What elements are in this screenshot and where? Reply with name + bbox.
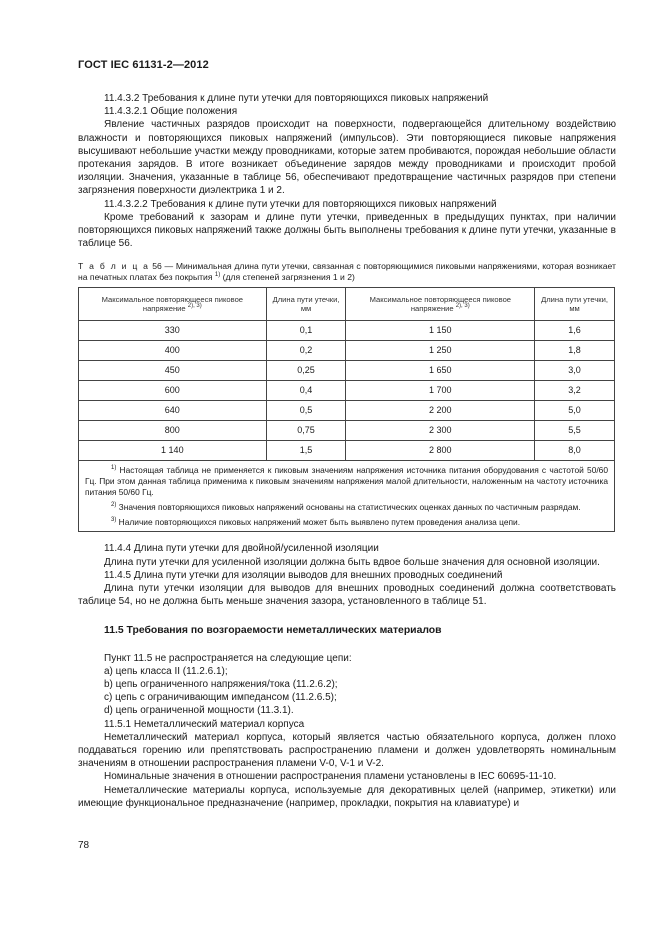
column-header-length: Длина пути утечки, мм [535, 288, 615, 321]
table-note: $^{1)}$ Настоящая таблица не применяется к пиковым значениям напряжения источника питания оборудования с частотой 50/60 Гц. При этом данная таблица применима к пиковым значениям напряжения малой длительности, наложенным на частоту источника питания 50/60 Гц. [85, 465, 608, 498]
page-number: 78 [78, 840, 90, 851]
table-notes-row [79, 461, 615, 532]
table-caption [78, 261, 616, 283]
list-item: b) цепь ограниченного напряжения/тока (11.2.6.2); [104, 679, 338, 691]
table-row [79, 341, 615, 361]
table-caption-tail: (для степеней загрязнения 1 и 2) [220, 272, 355, 283]
table-row [79, 381, 615, 401]
table-cell: 8,0 [535, 441, 615, 461]
paragraph: 11.4.3.2 Требования к длине пути утечки для повторяющихся пиковых напряжений [104, 93, 489, 104]
column-header-voltage: Максимальное повторяющееся пиковое напряжение $^{2), 3)}$ [79, 288, 267, 321]
table-cell: 2 800 [346, 441, 535, 461]
table-note: $^{3)}$ Наличие повторяющихся пиковых напряжений может быть выявлено путем проведения анализа цепи. [111, 516, 521, 527]
table-cell: 5,0 [535, 401, 615, 421]
table-cell: 1 650 [346, 361, 535, 381]
table-row [79, 401, 615, 421]
table-cell: 800 [79, 421, 267, 441]
table-cell: 600 [79, 381, 267, 401]
table-cell: 0,2 [266, 341, 346, 361]
table-cell: 1 140 [79, 441, 267, 461]
table-cell: 1 250 [346, 341, 535, 361]
table-note: $^{2)}$ Значения повторяющихся пиковых напряжений основаны на статистических оценках данных по частичным разрядам. [111, 501, 581, 512]
table-cell: 1,8 [535, 341, 615, 361]
creepage-table [78, 287, 615, 532]
paragraph: Номинальные значения в отношении распространения пламени установлены в IEC 60695-11-10. [104, 771, 557, 783]
paragraph: Пункт 11.5 не распространяется на следующие цепи: [104, 652, 352, 664]
table-cell: 0,25 [266, 361, 346, 381]
document-body [78, 92, 616, 810]
paragraph: Неметаллический материал корпуса, который является частью обязательного корпуса, должен плохо поддаваться горению или препятствовать распространению пламени и должен удовлетворять номинальным значениям в отношении распространения пламени V-0, V-1 и V-2. [78, 731, 616, 770]
table-cell: 640 [79, 401, 267, 421]
table-cell: 0,75 [266, 421, 346, 441]
table-row [79, 421, 615, 441]
table-cell: 2 300 [346, 421, 535, 441]
table-cell: 2 200 [346, 401, 535, 421]
paragraph: Неметаллические материалы корпуса, используемые для декоративных целей (например, этикетки) или имеющие функциональное предназначение (например, прокладки, покрытия на клавиатуре) и [78, 784, 616, 809]
table-cell: 1,5 [266, 441, 346, 461]
list-item: c) цепь с ограничивающим импедансом (11.2.6.5); [104, 692, 337, 704]
paragraph: 11.4.5 Длина пути утечки для изоляции выводов для внешних проводных соединений [104, 569, 503, 581]
table-cell: 400 [79, 341, 267, 361]
paragraph: 11.4.3.2.2 Требования к длине пути утечки для повторяющихся пиковых напряжений [104, 198, 497, 210]
paragraph: 11.5.1 Неметаллический материал корпуса [104, 718, 305, 730]
table-notes [79, 461, 615, 532]
table-cell: 3,2 [535, 381, 615, 401]
paragraph: 11.4.3.2.1 Общие положения [104, 106, 238, 118]
table-cell: 1 150 [346, 321, 535, 341]
table-row [79, 321, 615, 341]
paragraph: Длина пути утечки изоляции для выводов для внешних проводных соединений должна соответствовать таблице 54, но не должна быть меньше значения зазора, установленного в таблице 51. [78, 583, 616, 608]
table-cell: 0,4 [266, 381, 346, 401]
table-caption-text: 56 — Минимальная длина пути утечки, связанная с повторяющимися пиковыми напряжениями, которая возникает на печатных платах без покрытия [78, 261, 616, 283]
table-cell: 0,5 [266, 401, 346, 421]
paragraph: 11.4.4 Длина пути утечки для двойной/усиленной изоляции [104, 543, 379, 555]
paragraph: Кроме требований к зазорам и длине пути утечки, приведенных в предыдущих пунктах, при наличии повторяющихся пиковых напряжений также должны быть выполнены требования к длине пути утечки, указанные в таблице 56. [78, 211, 616, 250]
table-row [79, 361, 615, 381]
list-item: a) цепь класса II (11.2.6.1); [104, 665, 228, 677]
column-header-length: Длина пути утечки, мм [266, 288, 346, 321]
column-header-voltage: Максимальное повторяющееся пиковое напряжение $^{2), 3)}$ [346, 288, 535, 321]
paragraph: Длина пути утечки для усиленной изоляции должна быть вдвое больше значения для основной изоляции. [104, 556, 600, 568]
table-cell: 330 [79, 321, 267, 341]
table-caption-sup: 1) [214, 272, 221, 279]
document-header: ГОСТ IEC 61131-2—2012 [78, 59, 209, 71]
table-cell: 450 [79, 361, 267, 381]
table-header-row [79, 288, 615, 321]
paragraph: Явление частичных разрядов происходит на поверхности, подвергающейся длительному воздействию влажности и повторяющихся пиковых напряжений (импульсов). Эти повторяющиеся пиковые напряжения высушивают небольшие участки между проводниками, которые затем пробиваются, порождая небольшие области протекания зарядов. В итоге возникает объединение зарядов между проводниками и происходит пробой изоляции. Значения, указанные в таблице 56, обеспечивают предотвращение частичных разрядов при степени загрязнения поверхности диэлектрика 1 и 2. [78, 119, 616, 197]
table-cell: 0,1 [266, 321, 346, 341]
table-cell: 5,5 [535, 421, 615, 441]
list-item: d) цепь ограниченной мощности (11.3.1). [104, 705, 294, 717]
table-row [79, 441, 615, 461]
table-cell: 3,0 [535, 361, 615, 381]
table-caption-label: Т а б л и ц а [78, 261, 150, 272]
section-title: 11.5 Требования по возгораемости неметаллических материалов [104, 625, 442, 637]
table-cell: 1,6 [535, 321, 615, 341]
table-cell: 1 700 [346, 381, 535, 401]
